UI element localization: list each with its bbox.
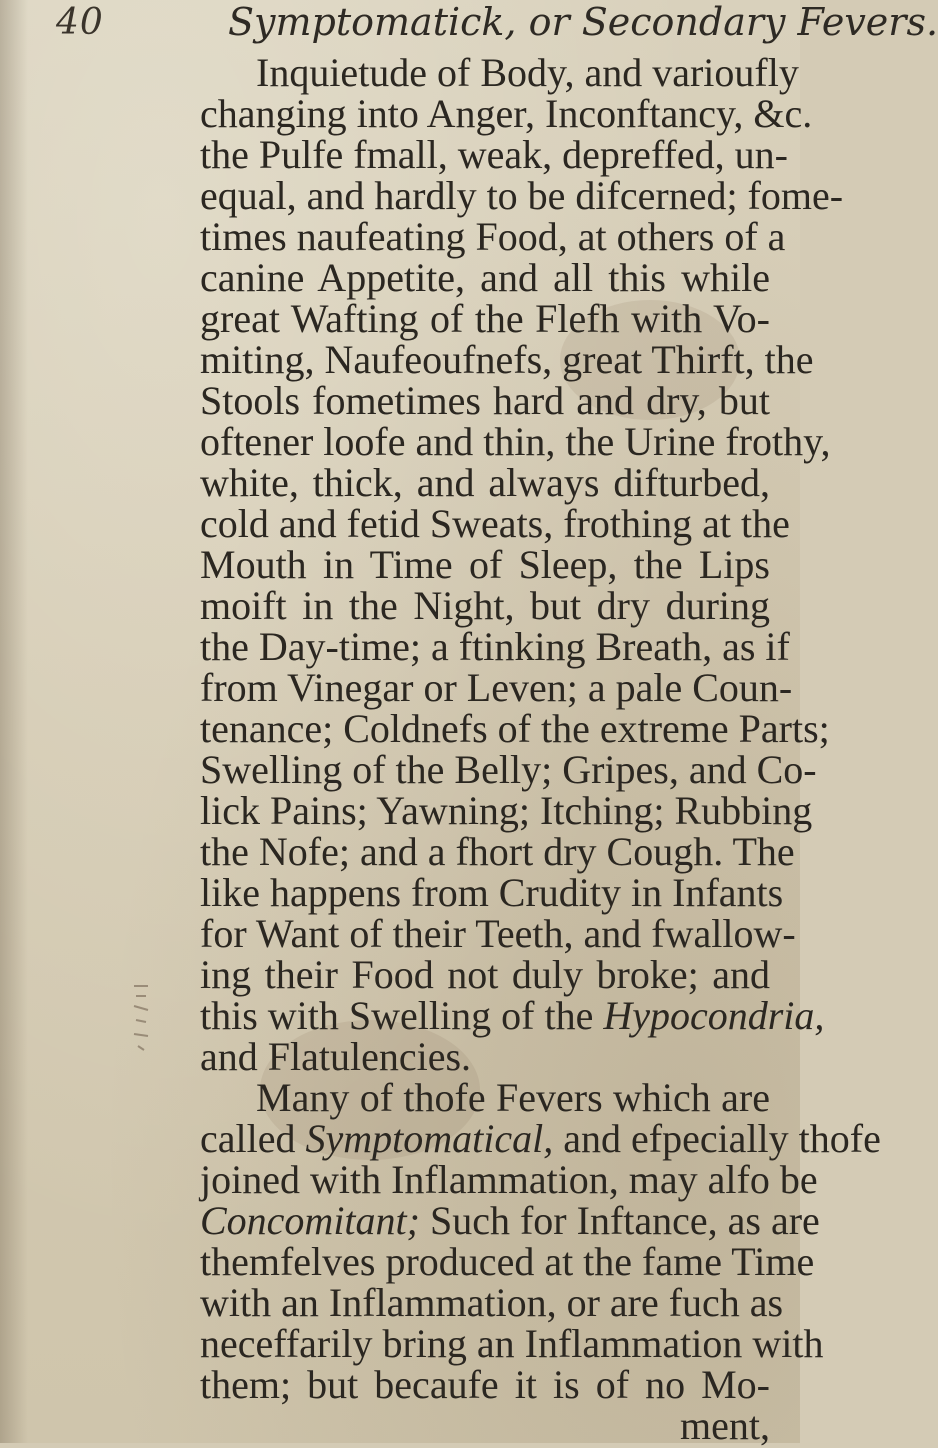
text-line: cold and fetid Sweats, frothing at the: [200, 501, 790, 546]
text-line: the Pulfe fmall, weak, depreffed, un-: [200, 132, 788, 177]
text-line: times naufeating Food, at others of a: [200, 214, 786, 259]
text-line: white, thick, and always difturbed,: [200, 460, 770, 505]
text-line: the Nofe; and a fhort dry Cough. The: [200, 829, 795, 874]
text-line: called Symptomatical, and efpecially thofe: [200, 1116, 881, 1161]
text-line: joined with Inflammation, may alfo be: [200, 1157, 818, 1202]
margin-mark-icon: [130, 982, 152, 1054]
text-line: from Vinegar or Leven; a pale Coun-: [200, 665, 793, 710]
text-line: Concomitant; Such for Inftance, as are: [200, 1198, 820, 1243]
text-line: Inquietude of Body, and varioufly: [256, 50, 799, 95]
text-line: ing their Food not duly broke; and: [200, 952, 770, 997]
text-line: changing into Anger, Inconftancy, &c.: [200, 91, 813, 136]
text-line: themfelves produced at the fame Time: [200, 1239, 815, 1284]
text-line: and Flatulencies.: [200, 1034, 472, 1079]
text-line: tenance; Coldnefs of the extreme Parts;: [200, 706, 830, 751]
text-line: Many of thofe Fevers which are: [256, 1075, 770, 1120]
text-line: lick Pains; Yawning; Itching; Rubbing: [200, 788, 813, 833]
text-line: neceffarily bring an Inflammation with: [200, 1321, 824, 1366]
text-line: Mouth in Time of Sleep, the Lips: [200, 542, 770, 587]
text-line: ment,: [680, 1403, 770, 1448]
text-line: this with Swelling of the Hypocondria,: [200, 993, 825, 1038]
text-line: the Day-time; a ftinking Breath, as if: [200, 624, 790, 669]
body-text: [200, 50, 881, 1448]
text-line: canine Appetite, and all this while: [200, 255, 770, 300]
text-line: moift in the Night, but dry during: [200, 583, 770, 628]
page-gutter-shadow: [0, 0, 28, 1443]
running-head: Symptomatick, or Secondary Fevers.: [228, 0, 938, 44]
text-line: miting, Naufeoufnefs, great Thirft, the: [200, 337, 814, 382]
text-line: like happens from Crudity in Infants: [200, 870, 784, 915]
text-line: for Want of their Teeth, and fwallow-: [200, 911, 796, 956]
text-line: them; but becaufe it is of no Mo-: [200, 1362, 770, 1407]
text-line: Stools fometimes hard and dry, but: [200, 378, 770, 423]
text-line: equal, and hardly to be difcerned; fome-: [200, 173, 844, 218]
text-line: with an Inflammation, or are fuch as: [200, 1280, 784, 1325]
text-line: oftener loofe and thin, the Urine frothy,: [200, 419, 831, 464]
text-line: Swelling of the Belly; Gripes, and Co-: [200, 747, 817, 792]
page-number: 40: [56, 2, 104, 43]
text-line: great Wafting of the Flefh with Vo-: [200, 296, 770, 341]
